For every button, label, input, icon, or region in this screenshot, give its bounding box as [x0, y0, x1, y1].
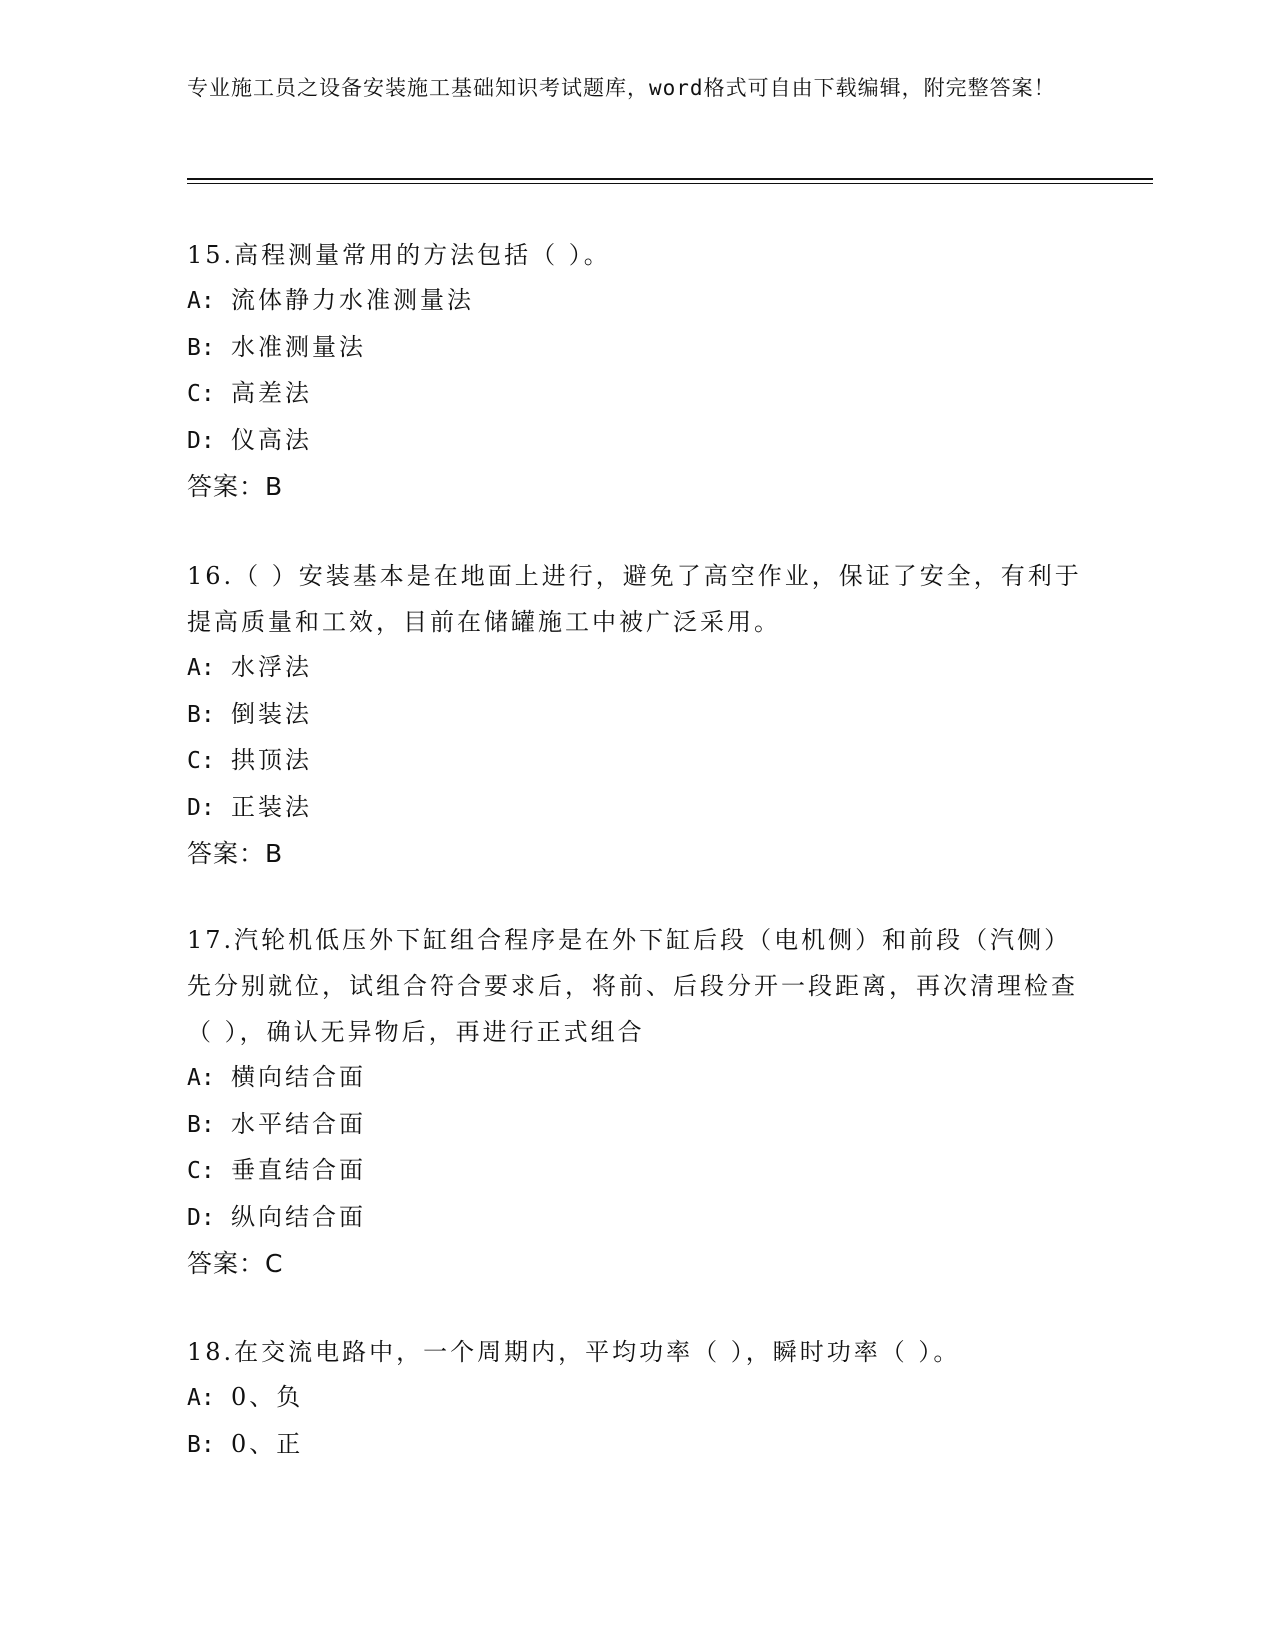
option-letter: D:: [187, 427, 215, 454]
option-letter: A:: [187, 655, 215, 681]
option-text: 水平结合面: [231, 1109, 366, 1138]
option-c: [187, 371, 1087, 418]
option-c: [187, 1148, 1087, 1195]
option-text: 倒装法: [231, 699, 312, 728]
option-a: [187, 1055, 1087, 1102]
option-letter: A:: [187, 1065, 215, 1091]
answer-line: [187, 1241, 1087, 1286]
option-text: 横向结合面: [231, 1063, 366, 1091]
option-text: 0、正: [231, 1429, 304, 1458]
option-c: [187, 738, 1087, 785]
option-text: 流体静力水准测量法: [231, 286, 474, 314]
option-b: [187, 1102, 1087, 1149]
answer-line: [187, 464, 1087, 509]
option-d: [187, 1195, 1087, 1242]
option-b: [187, 1422, 1087, 1469]
option-text: 拱顶法: [231, 746, 312, 774]
option-letter: C:: [187, 381, 215, 407]
question-stem: 18.在交流电路中，一个周期内，平均功率（ ），瞬时功率（ ）。: [187, 1338, 961, 1366]
option-d: [187, 418, 1087, 465]
option-text: 纵向结合面: [231, 1202, 366, 1231]
option-letter: B:: [187, 701, 215, 728]
option-letter: A:: [187, 288, 215, 314]
option-letter: B:: [187, 1111, 215, 1138]
question-stem: 15.高程测量常用的方法包括（ ）。: [187, 241, 611, 269]
option-a: [187, 278, 1087, 325]
header-divider-thin: [187, 183, 1153, 184]
option-letter: C:: [187, 748, 215, 774]
answer-label: 答案：: [187, 1249, 266, 1278]
question-stem: 16.（ ）安装基本是在地面上进行，避免了高空作业，保证了安全，有利于提高质量和工效，目前在储罐施工中被广泛采用。: [187, 562, 1082, 636]
option-letter: C:: [187, 1158, 215, 1184]
option-b: [187, 692, 1087, 739]
option-text: 水准测量法: [231, 332, 366, 361]
option-letter: D:: [187, 794, 215, 821]
option-text: 仪高法: [231, 425, 312, 454]
option-b: [187, 325, 1087, 372]
option-text: 水浮法: [231, 653, 312, 681]
option-a: [187, 1375, 1087, 1422]
question-17: [187, 917, 1087, 1286]
question-16: [187, 553, 1087, 876]
answer-value: B: [265, 472, 284, 501]
header-divider-thick: [187, 178, 1153, 180]
question-18: [187, 1329, 1087, 1468]
answer-line: [187, 831, 1087, 876]
option-letter: D:: [187, 1204, 215, 1231]
option-letter: B:: [187, 1431, 215, 1458]
option-text: 0、负: [231, 1383, 304, 1411]
answer-label: 答案：: [187, 839, 266, 868]
answer-value: C: [265, 1249, 284, 1278]
option-a: [187, 645, 1087, 692]
answer-value: B: [265, 839, 284, 868]
question-15: [187, 232, 1087, 509]
option-text: 高差法: [231, 379, 312, 407]
option-d: [187, 785, 1087, 832]
option-letter: B:: [187, 334, 215, 361]
option-text: 正装法: [231, 792, 312, 821]
answer-label: 答案：: [187, 472, 266, 501]
question-stem: 17.汽轮机低压外下缸组合程序是在外下缸后段（电机侧）和前段（汽侧）先分别就位，试组合符合要求后，将前、后段分开一段距离，再次清理检查（ ），确认无异物后，再进行正式组合: [187, 926, 1078, 1046]
option-text: 垂直结合面: [231, 1156, 366, 1184]
option-letter: A:: [187, 1385, 215, 1411]
document-header: 专业施工员之设备安装施工基础知识考试题库，word格式可自由下载编辑，附完整答案！: [187, 76, 1056, 100]
